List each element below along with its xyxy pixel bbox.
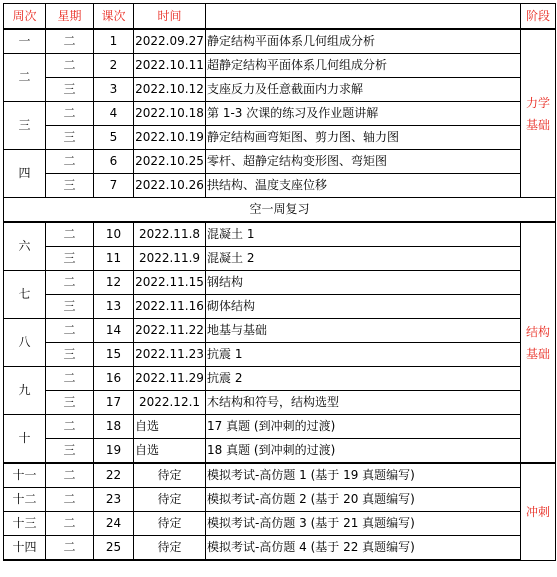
topic-cell: 地基与基础 — [206, 319, 521, 343]
day-cell: 三 — [46, 174, 94, 198]
day-cell: 二 — [46, 463, 94, 488]
lesson-number-cell: 15 — [94, 343, 134, 367]
week-cell: 四 — [4, 150, 46, 198]
table-row — [4, 367, 556, 391]
lesson-number-cell: 16 — [94, 367, 134, 391]
topic-cell: 木结构和符号，结构选型 — [206, 391, 521, 415]
topic-cell: 支座反力及任意截面内力求解 — [206, 78, 521, 102]
table-row — [4, 295, 556, 319]
day-cell: 三 — [46, 391, 94, 415]
week-cell: 三 — [4, 102, 46, 150]
day-cell: 三 — [46, 343, 94, 367]
day-cell: 二 — [46, 150, 94, 174]
table-row — [4, 29, 556, 54]
lesson-number-cell: 23 — [94, 488, 134, 512]
table-row — [4, 415, 556, 439]
lesson-number-cell: 10 — [94, 222, 134, 247]
header-week: 周次 — [4, 4, 46, 30]
table-row — [4, 247, 556, 271]
schedule-body — [4, 4, 556, 561]
lesson-number-cell: 6 — [94, 150, 134, 174]
date-cell: 待定 — [134, 512, 206, 536]
lesson-number-cell: 5 — [94, 126, 134, 150]
week-cell: 二 — [4, 54, 46, 102]
topic-cell: 砌体结构 — [206, 295, 521, 319]
day-cell: 三 — [46, 295, 94, 319]
date-cell: 待定 — [134, 488, 206, 512]
lesson-number-cell: 18 — [94, 415, 134, 439]
date-cell: 2022.09.27 — [134, 29, 206, 54]
day-cell: 二 — [46, 415, 94, 439]
date-cell: 2022.10.18 — [134, 102, 206, 126]
table-row — [4, 536, 556, 561]
week-cell: 十 — [4, 415, 46, 464]
date-cell: 2022.11.22 — [134, 319, 206, 343]
lesson-number-cell: 22 — [94, 463, 134, 488]
date-cell: 2022.11.23 — [134, 343, 206, 367]
topic-cell: 抗震 1 — [206, 343, 521, 367]
day-cell: 三 — [46, 126, 94, 150]
day-cell: 二 — [46, 222, 94, 247]
date-cell: 2022.11.15 — [134, 271, 206, 295]
week-cell: 十二 — [4, 488, 46, 512]
day-cell: 二 — [46, 488, 94, 512]
day-cell: 二 — [46, 319, 94, 343]
topic-cell: 静定结构画弯矩图、剪力图、轴力图 — [206, 126, 521, 150]
lesson-number-cell: 1 — [94, 29, 134, 54]
lesson-number-cell: 2 — [94, 54, 134, 78]
table-row — [4, 512, 556, 536]
header-stage: 阶段 — [521, 4, 556, 30]
lesson-number-cell: 14 — [94, 319, 134, 343]
topic-cell: 模拟考试-高仿题 3 (基于 21 真题编写) — [206, 512, 521, 536]
topic-cell: 17 真题 (到冲刺的过渡) — [206, 415, 521, 439]
day-cell: 二 — [46, 367, 94, 391]
topic-cell: 模拟考试-高仿题 4 (基于 22 真题编写) — [206, 536, 521, 561]
day-cell: 二 — [46, 536, 94, 561]
day-cell: 二 — [46, 102, 94, 126]
week-cell: 八 — [4, 319, 46, 367]
header-topic — [206, 4, 521, 30]
topic-cell: 拱结构、温度支座位移 — [206, 174, 521, 198]
topic-cell: 模拟考试-高仿题 1 (基于 19 真题编写) — [206, 463, 521, 488]
topic-cell: 混凝土 2 — [206, 247, 521, 271]
lesson-number-cell: 13 — [94, 295, 134, 319]
header-day: 星期 — [46, 4, 94, 30]
date-cell: 待定 — [134, 536, 206, 561]
lesson-number-cell: 11 — [94, 247, 134, 271]
topic-cell: 混凝土 1 — [206, 222, 521, 247]
header-lesson: 课次 — [94, 4, 134, 30]
week-cell: 一 — [4, 29, 46, 54]
day-cell: 三 — [46, 78, 94, 102]
date-cell: 2022.10.12 — [134, 78, 206, 102]
date-cell: 2022.10.26 — [134, 174, 206, 198]
topic-cell: 18 真题 (到冲刺的过渡) — [206, 439, 521, 464]
topic-cell: 抗震 2 — [206, 367, 521, 391]
table-row — [4, 54, 556, 78]
lesson-number-cell: 17 — [94, 391, 134, 415]
header-time: 时间 — [134, 4, 206, 30]
week-cell: 七 — [4, 271, 46, 319]
day-cell: 二 — [46, 29, 94, 54]
topic-cell: 零杆、超静定结构变形图、弯矩图 — [206, 150, 521, 174]
lesson-number-cell: 12 — [94, 271, 134, 295]
day-cell: 三 — [46, 247, 94, 271]
week-cell: 九 — [4, 367, 46, 415]
review-week-note: 空一周复习 — [4, 198, 556, 223]
table-row — [4, 463, 556, 488]
lesson-number-cell: 19 — [94, 439, 134, 464]
date-cell: 2022.10.11 — [134, 54, 206, 78]
topic-cell: 超静定结构平面体系几何组成分析 — [206, 54, 521, 78]
table-row — [4, 222, 556, 247]
lesson-number-cell: 24 — [94, 512, 134, 536]
stage-cell: 冲刺 — [521, 463, 556, 560]
week-cell: 十一 — [4, 463, 46, 488]
lesson-number-cell: 25 — [94, 536, 134, 561]
date-cell: 2022.11.9 — [134, 247, 206, 271]
table-row — [4, 126, 556, 150]
review-row — [4, 198, 556, 223]
table-row — [4, 150, 556, 174]
table-row — [4, 391, 556, 415]
day-cell: 二 — [46, 54, 94, 78]
stage-cell: 力学 基础 — [521, 29, 556, 198]
table-row — [4, 488, 556, 512]
table-row — [4, 439, 556, 464]
stage-cell: 结构 基础 — [521, 222, 556, 463]
table-row — [4, 271, 556, 295]
table-row — [4, 343, 556, 367]
topic-cell: 静定结构平面体系几何组成分析 — [206, 29, 521, 54]
date-cell: 2022.11.29 — [134, 367, 206, 391]
table-row — [4, 78, 556, 102]
week-cell: 六 — [4, 222, 46, 271]
schedule-table — [3, 3, 556, 561]
lesson-number-cell: 7 — [94, 174, 134, 198]
header-row — [4, 4, 556, 30]
date-cell: 自选 — [134, 415, 206, 439]
week-cell: 十三 — [4, 512, 46, 536]
date-cell: 2022.11.8 — [134, 222, 206, 247]
table-row — [4, 319, 556, 343]
topic-cell: 模拟考试-高仿题 2 (基于 20 真题编写) — [206, 488, 521, 512]
date-cell: 自选 — [134, 439, 206, 464]
day-cell: 三 — [46, 439, 94, 464]
date-cell: 2022.12.1 — [134, 391, 206, 415]
date-cell: 待定 — [134, 463, 206, 488]
day-cell: 二 — [46, 271, 94, 295]
date-cell: 2022.11.16 — [134, 295, 206, 319]
lesson-number-cell: 3 — [94, 78, 134, 102]
topic-cell: 第 1-3 次课的练习及作业题讲解 — [206, 102, 521, 126]
lesson-number-cell: 4 — [94, 102, 134, 126]
topic-cell: 钢结构 — [206, 271, 521, 295]
date-cell: 2022.10.19 — [134, 126, 206, 150]
week-cell: 十四 — [4, 536, 46, 561]
day-cell: 二 — [46, 512, 94, 536]
table-row — [4, 102, 556, 126]
table-row — [4, 174, 556, 198]
date-cell: 2022.10.25 — [134, 150, 206, 174]
